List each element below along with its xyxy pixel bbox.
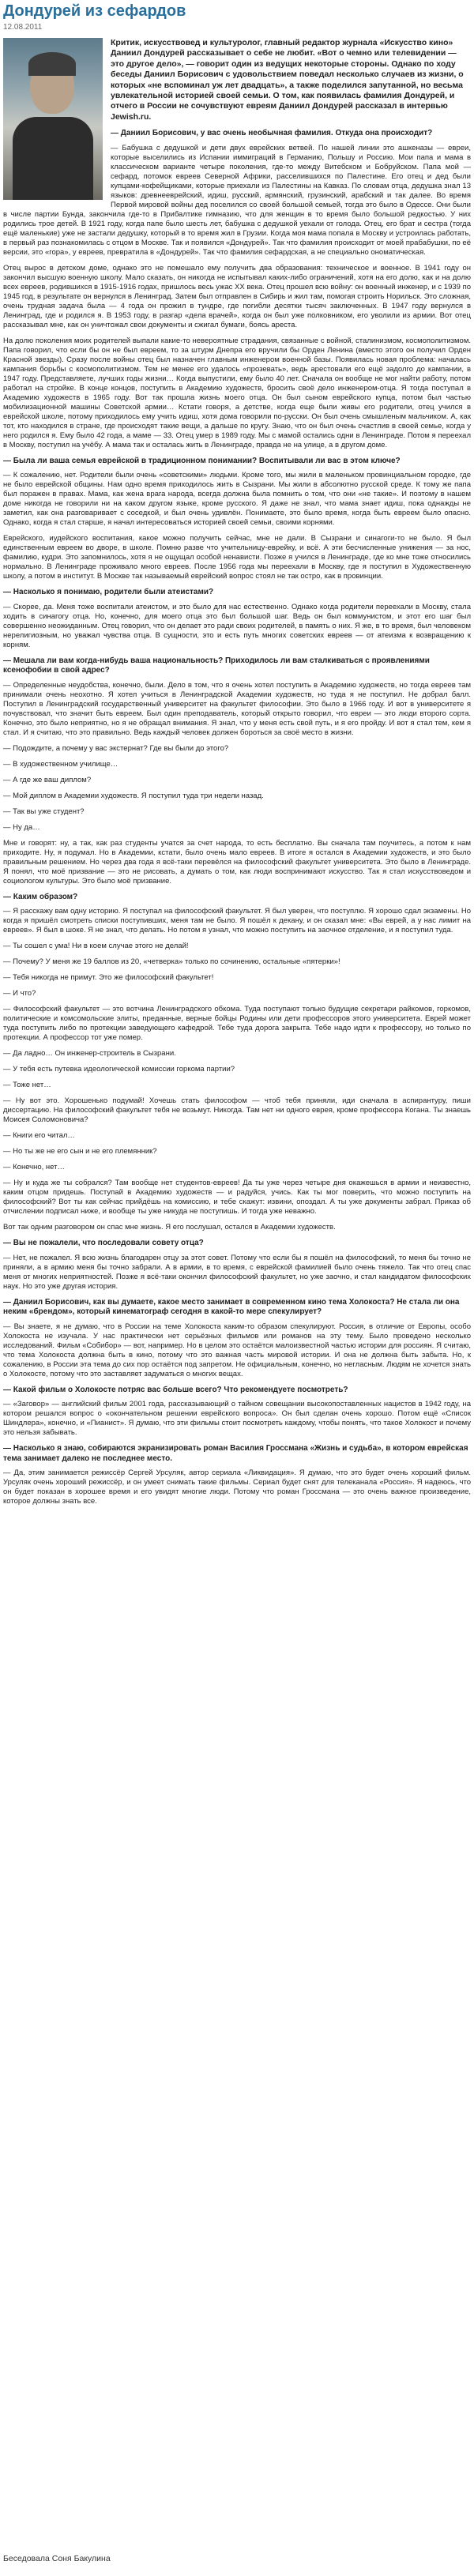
article-author-credit: Беседовала Соня Бакулина [3, 2554, 111, 2563]
question-6: — Вы не пожалели, что последовали совету отца? [3, 1239, 204, 1248]
question-2: — Была ли ваша семья еврейской в традиционном понимании? Воспитывали ли вас в этом ключе? [3, 456, 401, 465]
answer-9: — Я расскажу вам одну историю. Я поступал на философский факультет. Я был уверен, что поступлю. Я хорошо сдал экзамены. Но когда я пришёл смотреть списки поступивших, меня там не было. Я пошёл к декану, и он сказал мне: «Вы еврей, а у нас лимит на евреев». Я был в шоке. Я не знал, что делать. Но потом я узнал, что можно поступить на заочное отделение, и я поступил туда. [3, 907, 471, 935]
answer-17: — Да, этим занимается режиссёр Сергей Урсуляк, автор сериала «Ликвидация». Я думаю, что это будет очень хороший фильм. Урсуляк очень хороший режиссёр, и он умеет снимать такие фильмы. Сериал будет снят для телеканала «Россия». Я надеюсь, что он будет показан в хорошее время и его увидят многие люди. Потому что роман Гроссмана — это очень важное произведение, которое должны знать все. [3, 1469, 471, 1506]
dialog-line-1: — Подождите, а почему у вас экстернат? Где вы были до этого? [3, 743, 229, 753]
dialog-line-3: — А где же ваш диплом? [3, 775, 92, 784]
question-9: — Насколько я знаю, собираются экранизировать роман Василия Гроссмана «Жизнь и судьба», в котором еврейская тема занимает далеко не последнее место. [3, 1444, 468, 1463]
dialog-line-15: — Но ты же не его сын и не его племянник? [3, 1147, 157, 1156]
answer-8: Мне и говорят: ну, а так, как раз студенты учатся за счет народа, то есть бесплатно. Вы сначала там поучитесь, а потом к нам приходите. Ну, я подумал. Но в Академии, кстати, было очень мало евреев. В итоге я остался в Академии художеств, и это было правильным решением. Но через два года я всё-таки перевёлся на философский факультет университета. Это было в Ленинграде. Я понял, что моё призвание — это не рисовать, а думать о том, как люди воспринимают искусство. Так я стал искусствоведом и социологом культуры. Это было моё призвание. [3, 838, 471, 886]
dialog-line-8: — Почему? У меня же 19 баллов из 20, «четверка» только по сочинению, остальные «пятерки»! [3, 957, 340, 967]
photo-body [13, 117, 93, 200]
dialog-line-14: — Книги его читал… [3, 1131, 75, 1141]
answer-3: На долю поколения моих родителей выпали какие-то невероятные страдания, связанные с войной, сталинизмом, космополитизмом. Папа говорил, что если бы он не был евреем, то за штурм Днепра его вручили бы Орден Ленина (вместо этого он получил Орден Красной звезды). Сразу после войны отец был назначен главным инженером военной базы. Появилась новая проблема: началась кампания борьбы с космополитизмом. Тем не менее его удалось «прозевать», ведь арестовали его ещё задолго до кампании, в 1947 году. Представляете, лучших годы жизни… Когда выпустили, ему было 40 лет. Сначала он вообще не мог найти работу, потом работал на стройке. В конце концов, поступить в Академию художеств, бросить своё дело инженером-отца. Я тогда поступал в Академию художеств в 1965 году. Вот так прошла жизнь моего отца. Он был сыном еврейского купца, потом был частью мобилизационной машины Советской армии… Кстати говоря, а детстве, когда еще были живы его родители, отец учился в еврейской школе, потому приходилось ему учить идиш, хотя дома говорили по-русски. Он был очень смышленым мальчиком. А, как тот, кто находился в стране, где происходят такие вещи, а дальше по кругу. Знаю, что он был очень счастлив в своей семье, когда у него родился я. Ему было 42 года, а маме — 33. Отец умер в 1989 году. Мы с мамой остались одни в Ленинграде. Потом я переехал в Москву, поступил на учёбу. А мама так и осталась жить в Ленинграде, правда не на улице, а в другом доме. [3, 336, 471, 449]
dialog-line-13: — Тоже нет… [3, 1081, 51, 1090]
answer-7: — Определенные неудобства, конечно, были. Дело в том, что я очень хотел поступить в Академию художеств, но тогда евреев там принимали очень неохотно. Я хотел учиться в Ленинградской Академии художеств, но туда я не поступил. Не добрал балл. Поступил в Ленинградский государственный университет на факультет философии. Это было в 1966 году. И вот в университете я почувствовал, что значит быть евреем. Был один преподаватель, который открыто говорил, что евреи — это люди второго сорта. Конечно, это было неприятно, но я не обращал внимания. Я знал, что у меня есть свой путь, и я его пройду. И вот я стал тем, кем я стал. И я считаю, что это правильно. Ведь каждый человек должен бороться за своё место в жизни. [3, 680, 471, 737]
dialog-line-6: — Ну да… [3, 822, 40, 832]
dialog-line-5: — Так вы уже студент? [3, 807, 85, 816]
answer-12: — Ну и куда же ты собрался? Там вообще нет студентов-евреев! Да ты уже через четыре дня окажешься в армии и неизвестно, каким отцом придешь. Поступай в Академию художеств — и радуйся, учись. Как ты мог поверить, что можно поступить на философский? Вот ты как сейчас прийдёшь на комиссию, и тебе скажут: извини, опоздал. А ты уже документы забрал. Приказ об отчислении подписал ниже, и вообще ты уже никуда не поступишь. И тогда уже неважно. [3, 1179, 471, 1217]
answer-14: — Нет, не пожалел. Я всю жизнь благодарен отцу за этот совет. Потому что если бы я пошёл на философский, то меня бы точно не приняли, а в армию меня бы точно забрали. А в армии, в то время, с еврейской фамилией было очень тяжело. Так что отец спас меня от многих неприятностей. Позже я всё-таки окончил философский факультет, но уже заочно, и стал кандидатом философских наук. Но это уже другая история. [3, 1253, 471, 1291]
question-4: — Мешала ли вам когда-нибудь ваша национальность? Приходилось ли вам сталкиваться с проявлениями ксенофобии в свой адрес? [3, 656, 430, 675]
answer-6: — Скорее, да. Меня тоже воспитали атеистом, и это было для нас естественно. Однако когда родители переехали в Москву, стала ходить в синагогу отца. Но, конечно, для моего отца это был большой шаг. Ведь он был коммунистом, и этот его шаг был совершенно неожиданным. Отец говорил, что он делает это ради своих родителей, в память о них. Я же, в то время, был человеком нерелигиозным, но уважал чувства отца. В сущности, это и есть путь многих советских евреев — от атеизма к возвращению к корням. [3, 602, 471, 649]
answer-5: Еврейского, иудейского воспитания, какое можно получить сейчас, мне не дали. В Сызрани и синагоги-то не было. Я был единственным евреем во дворе, в школе. Помню разве что учительницу-еврейку, и всё. А эти бесчисленные унижения — за нос, фамилию, кудри. Это запомнилось, хотя я не ощущал особой ненависти. Позже я учился в Ленинграде, где ко мне тоже относились нормально. В Ленинграде проживало много евреев. После 1956 года мы переехали в Москву, где я поступил в Художественную школу, а потом в институт. В Москве так называемый еврейский вопрос стоял не так остро, как в провинции. [3, 534, 471, 581]
question-1: — Даниил Борисович, у вас очень необычная фамилия. Откуда она происходит? [111, 129, 433, 138]
dialog-line-10: — И что? [3, 989, 36, 998]
question-5: — Каким образом? [3, 892, 78, 901]
question-3: — Насколько я понимаю, родители были атеистами? [3, 588, 214, 597]
dialog-line-9: — Тебя никогда не примут. Это же философский факультет! [3, 973, 214, 983]
article-lead: Критик, искусствовед и культуролог, главный редактор журнала «Искусство кино» Даниил Дондурей рассказывает о себе не любит. «Вот о чемно или телевидении — это другое дело», — говорит один из ведущих некоторые стороны. Однако по ходу беседы Даниил Борисович с удовольствием поведал несколько случаев из жизни, о которых «не вспоминал уж лет двадцать», а также поделился запутанной, но весьма увлекательной историей своей семьи. О том, как появилась фамилия Дондурей, и отчего в России не сочувствуют евреям Даниил Дондурей рассказал в интервью Jewish.ru. [111, 38, 464, 122]
answer-4: — К сожалению, нет. Родители были очень «советскими» людьми. Кроме того, мы жили в маленьком провинциальном городке, где не было еврейской общины. Нам одно время приходилось жить в Сызрани. Мы жили в абсолютно русской среде. К тому же папа был поражен в правах. Мама, как жена врага народа, всегда должна была помнить о том, что они «не такие». И поэтому в нашем доме никогда не говорили ни на каком другом языке, кроме русского. Я даже не знал, что мама знает идиш, пока однажды не заметил, как она разговаривает с соседкой, и был очень удивлён. Понимаете, это было время, когда быть евреем было опасно. Однако, когда я стал старше, я начал интересоваться историей своей семьи, своими корнями. [3, 471, 471, 528]
answer-1: — Бабушка с дедушкой и дети двух еврейских ветвей. По нашей линии это ашкеназы — евреи, которые выселились из Испании иммиграций в Германию, Польшу и Россию. Мои папа и мама в классическом варианте четыре поколения, где-то между Витебском и Бобруйском. Папа мой — сефард, потомок евреев Северной Африки, расселившихся по Палестине. Его отец и дед были купцами-кофейщиками, которые приехали из Палестины на Кавказ. По словам отца, дедушка знал 13 языков: древнееврейский, идиш, русский, армянский, грузинский, арабский и так далее. Во время Первой мировой войны дед поселился со своей большой семьей, тогда это было в Одессе. Они были в числе партии Бунда, закончила где-то в Прибалтике гимназию, что для женщин в то время было большой редкостью. У них родились трое детей. В 1921 году, когда папе было шесть лет, бабушка с дедушкой уехали от голода. Отец, его брат и сестра (тогда ещё маленькие) уже не застали дедушку, который в то время жил в Грузии. Когда моя мама попала в Москву и устроилась работать, в первый раз познакомилась с отцом в Москве. Так и появился «Дондурей». Так что фамилия происходит от моей прабабушки, по её версии, это «гора», у евреев, превратила в «Дондурей». Так что фамилия сефардская, а не специально ономатическая. [3, 143, 471, 257]
photo-hair [28, 52, 76, 76]
dialog-line-12: — У тебя есть путевка идеологической комиссии горкома партии? [3, 1065, 235, 1074]
dialog-line-11: — Да ладно… Он инженер-строитель в Сызрани. [3, 1049, 176, 1059]
question-7: — Даниил Борисович, как вы думаете, какое место занимает в современном кино тема Холокоста? Не стала ли она неким «брендом», который кинематограф сегодня в какой-то мере спекулирует? [3, 1297, 460, 1317]
dialog-line-2: — В художественном училище… [3, 759, 118, 769]
answer-2: Отец вырос в детском доме, однако это не помешало ему получить два образования: техническое и военное. В 1941 году он закончил высшую военную школу. Мало сказать, он никогда не испытывал каких-либо ограничений, хотя на его долю, как и на долю всех евреев, родившихся в 1915-1916 годах, пришлось весь ужас ХХ века. Отец прошел всю войну: он военный инженер, и с 1939 по 1945 год, в результате он вернулся в Ленинград. Затем был отправлен в Сибирь и жил там, помогая строить Норильск. Это сложная, очень трудная задача была — 4 года он прожил в тундре, где погибли десятки тысяч заключенных. В 1947 году вернулся в Ленинград, где и родился я. В 1953 году, в разгар «дела врачей», когда он был уже полковником, его уволили из армии. Вот отец рассказывал мне, как он уничтожал свои документы и сжигал бумаги, боясь ареста. [3, 263, 472, 329]
dialog-line-4: — Мой диплом в Академии художеств. Я поступил туда три недели назад. [3, 791, 264, 800]
author-photo [3, 38, 103, 200]
dialog-line-16: — Конечно, нет… [3, 1163, 65, 1172]
article-date: 12.08.2011 [3, 23, 43, 32]
article-page [3, 0, 472, 2563]
answer-11: — Ну вот это. Хорошенько подумай! Хочешь стать философом — чтоб тебя приняли, иди сначала в аспирантуру, пиши диссертацию. На философский факультет тебя не возьмут. Никогда. Там нет ни одного еврея, кроме профессора Когана. Ты знаешь Моисея Соломоновича? [3, 1096, 471, 1125]
article-title: Дондурей из сефардов [3, 2, 186, 20]
answer-13: Вот так одним разговором он спас мне жизнь. Я его послушал, остался в Академии художеств. [3, 1223, 336, 1232]
question-8: — Какой фильм о Холокосте потряс вас больше всего? Что рекомендуете посмотреть? [3, 1385, 348, 1394]
answer-10: — Философский факультет — это вотчина Ленинградского обкома. Туда поступают только будущие секретари райкомов, горкомов, политические и комсомольские элиты, преданные, верные бойцы Родины или дети профессоров этого университета. Еврей может туда поступить либо по протекции заведующего кафедрой. Тебе туда дорога закрыта. Тебе надо идти к профессору, но только по протекции. А профессор тот уже помер. [3, 1005, 471, 1043]
dialog-line-7: — Ты сошел с ума! Ни в коем случае этого не делай! [3, 942, 189, 951]
answer-16: — «Заговор» — английский фильм 2001 года, рассказывающий о тайном совещании высокопоставленных нацистов в 1942 году, на котором решался вопрос о «окончательном решении еврейского вопроса». Он был сделан очень хорошо. Потом ещё «Список Шиндлера», конечно, и «Пианист». Я думаю, что эти фильмы стоит посмотреть каждому, чтобы понять, что такое Холокост и почему это нельзя забывать. [3, 1400, 471, 1438]
answer-15: — Вы знаете, я не думаю, что в России на теме Холокоста каким-то образом спекулируют. Россия, в отличие от Европы, особо Холокоста не изучала. У нас практически нет серьёзных фильмов или романов на эту тему. Было проведено несколько исследований. Фильм «Собибор» — вот, например. Но в целом это остаётся малоизвестной частью истории для россиян. Я считаю, что тема Холокоста должна быть в кино, потому что это важная часть мировой истории. И она не должна быть забыта. Но, к сожалению, в России эта тема до сих пор остаётся под запретом. Не официальным, конечно, но негласным. Людям не хочется знать о Холокосте, потому что это заставляет задуматься о многих вещах. [3, 1322, 471, 1378]
